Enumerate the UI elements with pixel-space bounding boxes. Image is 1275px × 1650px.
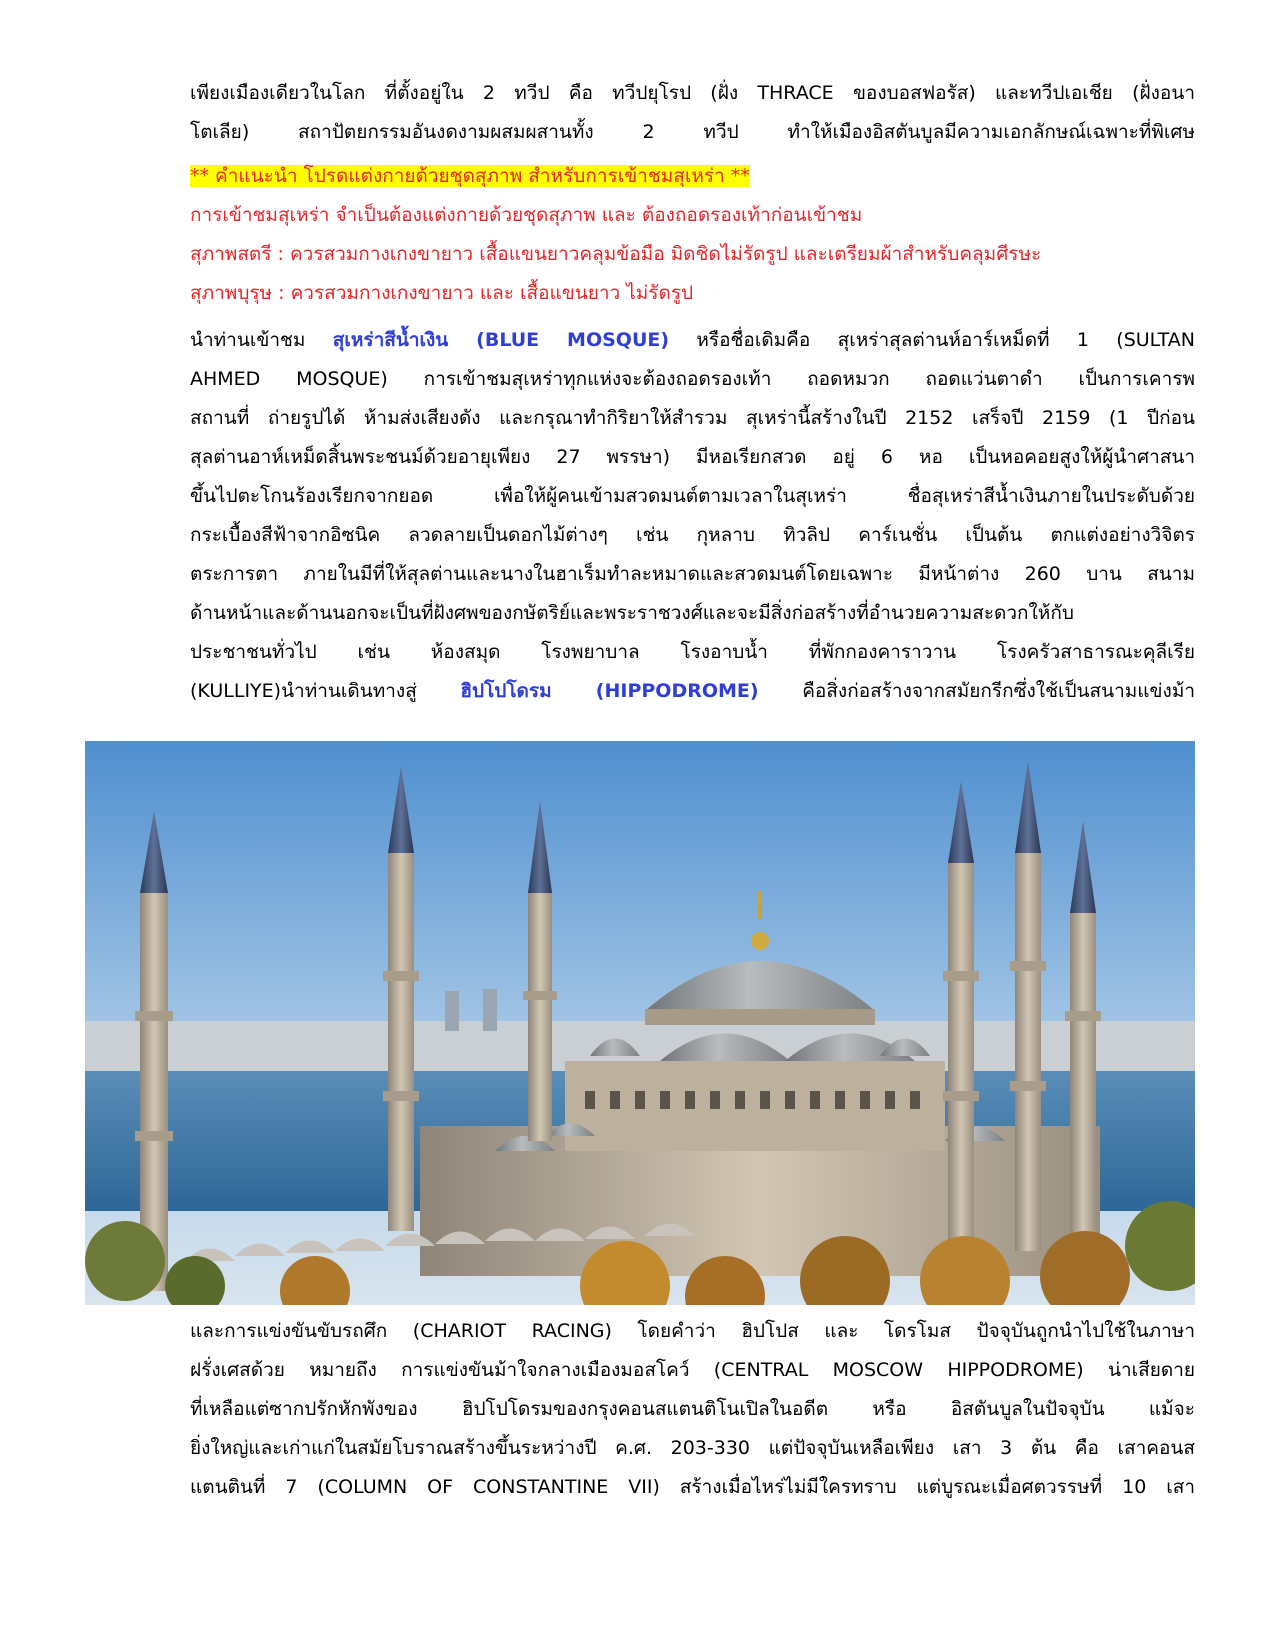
paragraph-line — [190, 321, 1195, 360]
hippodrome-paragraph — [190, 1312, 1195, 1507]
paragraph-line: สถานที่ ถ่ายรูปได้ ห้ามส่งเสียงดัง และกรุณาทำกิริยาให้สำรวม สุเหร่านี้สร้างในปี 2152 เสร็จปี 2159 (1 ปีก่อน — [190, 407, 1195, 429]
women-dress-rule: สุภาพสตรี : ควรสวมกางเกงขายาว เสื้อแขนยาวคลุมข้อมือ มิดชิดไม่รัดรูป และเตรียมผ้าสำหรับคลุมศีรษะ — [190, 243, 1042, 265]
paragraph-line: ตระการตา ภายในมีที่ให้สุลต่านและนางในฮาเร็มทำละหมาดและสวดมนต์โดยเฉพาะ มีหน้าต่าง 260 บาน สนาม — [190, 563, 1195, 585]
highlighted-notice: ** คำแนะนำ โปรดแต่งกายด้วยชุดสุภาพ สำหรับการเข้าชมสุเหร่า ** — [190, 165, 750, 187]
blue-mosque-paragraph — [190, 321, 1195, 711]
hippodrome-title: ฮิปโปโดรม (HIPPODROME) — [460, 680, 759, 702]
main-dome-drum — [645, 1009, 875, 1025]
dome-finial — [751, 932, 769, 950]
paragraph-line: และการแข่งขันขับรถศึก (CHARIOT RACING) โดยคำว่า ฮิปโปส และ โดรโมส ปัจจุบันถูกนำไปใช้ในภาษา — [190, 1320, 1195, 1342]
men-dress-rule: สุภาพบุรุษ : ควรสวมกางเกงขายาว และ เสื้อแขนยาว ไม่รัดรูป — [190, 282, 694, 304]
blue-mosque-title: สุเหร่าสีน้ำเงิน (BLUE MOSQUE) — [332, 329, 670, 351]
distant-tower — [483, 989, 497, 1031]
intro-paragraph — [190, 74, 1195, 152]
distant-tower — [445, 991, 459, 1031]
paragraph-line: ยิ่งใหญ่และเก่าแก่ในสมัยโบราณสร้างขึ้นระหว่างปี ค.ศ. 203-330 แต่ปัจจุบันเหลือเพียง เสา 3 ต้น คือ เสาคอนส — [190, 1437, 1195, 1459]
paragraph-line: ฝรั่งเศสด้วย หมายถึง การแข่งขันม้าใจกลางเมืองมอสโคว์ (CENTRAL MOSCOW HIPPODROME) น่าเสียดาย — [190, 1359, 1195, 1381]
paragraph-line: ขึ้นไปตะโกนร้องเรียกจากยอด เพื่อให้ผู้คนเข้ามสวดมนต์ตามเวลาในสุเหร่า ชื่อสุเหร่าสีน้ำเงินภายในประดับด้วย — [190, 485, 1195, 507]
text-fragment: นำท่านเข้าชม — [190, 329, 333, 351]
paragraph-line: ด้านหน้าและด้านนอกจะเป็นที่ฝังศพของกษัตริย์และพระราชวงศ์และจะมีสิ่งก่อสร้างที่อำนวยความสะดวกให้กับ — [190, 602, 1074, 624]
paragraph-line — [190, 672, 1195, 711]
paragraph-line: สุลต่านอาห์เหม็ดสิ้นพระชนม์ด้วยอายุเพียง 27 พรรษา) มีหอเรียกสวด อยู่ 6 หอ เป็นหอคอยสูงให้ผู้นำศาสนา — [190, 446, 1195, 468]
paragraph-line: กระเบื้องสีฟ้าจากอิซนิค ลวดลายเป็นดอกไม้ต่างๆ เช่น กุหลาบ ทิวลิป คาร์เนชั่น เป็นต้น ตกแต่งอย่างวิจิตร — [190, 524, 1195, 546]
blue-mosque-illustration — [85, 741, 1195, 1305]
blue-mosque-photo — [85, 741, 1195, 1305]
dress-code-heading — [190, 157, 1195, 196]
paragraph-line: ที่เหลือแต่ซากปรักหักพังของ ฮิปโปโดรมของกรุงคอนสแตนติโนเปิลในอดีต หรือ อิสตันบูลในปัจจุบัน แม้จะ — [190, 1398, 1195, 1420]
text-fragment: หรือชื่อเดิมคือ สุเหร่าสุลต่านห์อาร์เหม็ดที่ 1 (SULTAN — [669, 329, 1195, 351]
intro-line: โตเลีย) สถาปัตยกรรมอันงดงามผสมผสานทั้ง 2 ทวีป ทำให้เมืองอิสตันบูลมีความเอกลักษณ์เฉพาะที่พิเศษ — [190, 121, 1195, 143]
text-fragment: (KULLIYE)นำท่านเดินทางสู่ — [190, 680, 461, 702]
paragraph-line: AHMED MOSQUE) การเข้าชมสุเหร่าทุกแห่งจะต้องถอดรองเท้า ถอดหมวก ถอดแว่นตาดำ เป็นการเคารพ — [190, 368, 1195, 390]
dress-code-notes — [190, 157, 1195, 313]
intro-line: เพียงเมืองเดียวในโลก ที่ตั้งอยู่ใน 2 ทวีป คือ ทวีปยุโรป (ฝั่ง THRACE ของบอสฟอรัส) และทวีปเอเชีย (ฝั่งอนา — [190, 82, 1195, 104]
paragraph-line: ประชาชนทั่วไป เช่น ห้องสมุด โรงพยาบาล โรงอาบน้ำ ที่พักกองคาราวาน โรงครัวสาธารณะคุลีเรีย — [190, 641, 1195, 663]
text-fragment: คือสิ่งก่อสร้างจากสมัยกรีกซึ่งใช้เป็นสนามแข่งม้า — [758, 680, 1195, 702]
dress-rule: การเข้าชมสุเหร่า จำเป็นต้องแต่งกายด้วยชุดสุภาพ และ ต้องถอดรองเท้าก่อนเข้าชม — [190, 204, 863, 226]
paragraph-line: แตนตินที่ 7 (COLUMN OF CONSTANTINE VII) สร้างเมื่อไหร่ไม่มีใครทราบ แต่บูรณะเมื่อศตวรรษที่ 10 เสา — [190, 1476, 1195, 1498]
